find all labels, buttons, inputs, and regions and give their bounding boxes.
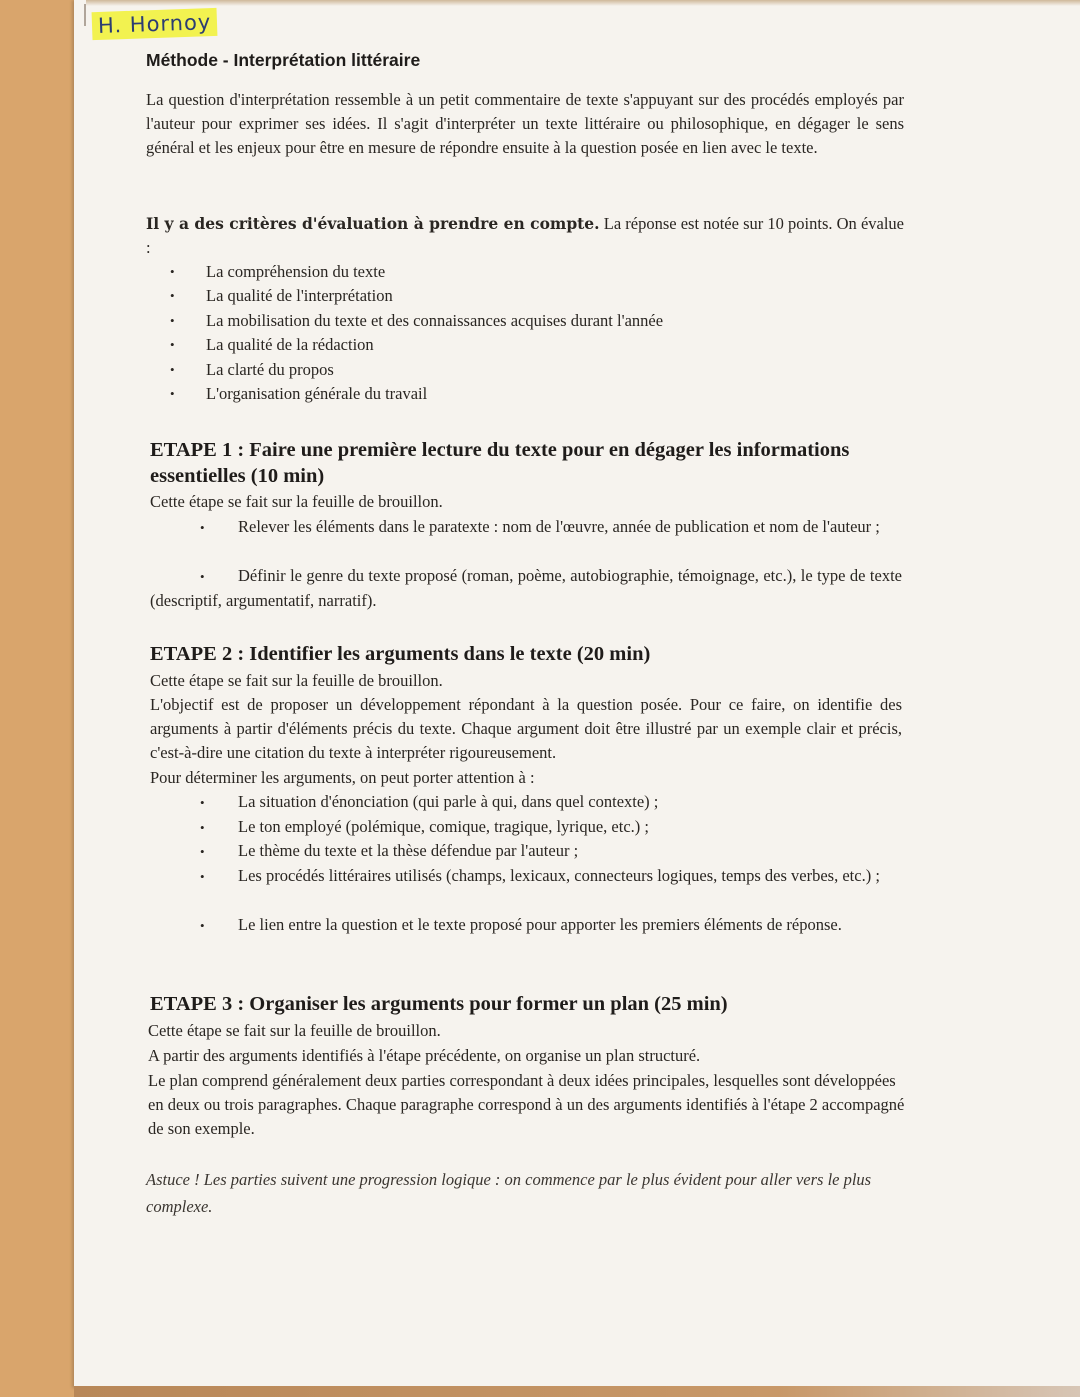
list-item-text: La qualité de la rédaction bbox=[206, 335, 374, 355]
bullet-icon: • bbox=[170, 361, 175, 377]
astuce-tip: Astuce ! Les parties suivent une progression logique : on commence par le plus évident pour aller vers le plus complexe. bbox=[146, 1170, 872, 1216]
list-item-text: La clarté du propos bbox=[206, 359, 334, 379]
list-item bbox=[146, 309, 846, 333]
table-surface bbox=[74, 1386, 1080, 1397]
list-item-text: Le lien entre la question et le texte proposé pour apporter les premiers éléments de réponse. bbox=[238, 915, 842, 934]
bullet-icon: • bbox=[200, 569, 205, 584]
bullet-icon: • bbox=[200, 520, 205, 535]
etape-2-item bbox=[150, 815, 902, 840]
list-item bbox=[146, 284, 846, 308]
page-title: Méthode - Interprétation littéraire bbox=[146, 50, 421, 70]
bullet-icon: • bbox=[170, 312, 175, 328]
etape-1-item bbox=[150, 515, 902, 540]
list-item-text: Le ton employé (polémique, comique, tragique, lyrique, etc.) ; bbox=[238, 817, 649, 836]
bullet-icon: • bbox=[200, 820, 205, 835]
etape-2-item bbox=[150, 790, 902, 815]
intro-paragraph: La question d'interprétation ressemble à un petit commentaire de texte s'appuyant sur des procédés employés par l'auteur pour exprimer ses idées. Il s'agit d'interpréter un texte littéraire ou philosophique, en dégager le sens général et les enjeux pour être en mesure de répondre ensuite à la question posée en lien avec le texte. bbox=[146, 90, 904, 157]
etape-3-heading: ETAPE 3 : Organiser les arguments pour former un plan (25 min) bbox=[150, 993, 728, 1015]
etape-3-line: Cette étape se fait sur la feuille de brouillon. bbox=[148, 1021, 441, 1040]
etape-3-line-2: A partir des arguments identifiés à l'étape précédente, on organise un plan structuré. bbox=[148, 1046, 701, 1065]
list-item bbox=[146, 358, 846, 382]
bullet-icon: • bbox=[200, 844, 205, 859]
criteria-list bbox=[146, 260, 846, 406]
list-item-text: La qualité de l'interprétation bbox=[206, 286, 393, 306]
handwritten-annotation: H. Hornoy bbox=[92, 8, 218, 40]
paper-top-edge bbox=[86, 0, 1080, 6]
list-item bbox=[146, 333, 846, 357]
bullet-icon: • bbox=[170, 386, 175, 402]
list-item-text: Définir le genre du texte proposé (roman, poème, autobiographie, témoignage, etc.), le type de texte (descriptif, argumentatif, narratif). bbox=[150, 566, 902, 610]
list-item-text: Les procédés littéraires utilisés (champs, lexicaux, connecteurs logiques, temps des verbes, etc.) ; bbox=[238, 866, 880, 885]
list-item bbox=[146, 382, 846, 406]
list-item-text: La compréhension du texte bbox=[206, 262, 386, 281]
list-item bbox=[146, 260, 846, 284]
bullet-icon: • bbox=[170, 337, 175, 353]
etape-1-line: Cette étape se fait sur la feuille de brouillon. bbox=[150, 492, 443, 511]
criteria-rest: La réponse est notée sur 10 points. On évalue : bbox=[146, 214, 905, 257]
etape-2-item bbox=[150, 913, 902, 938]
list-item-text: La mobilisation du texte et des connaissances acquises durant l'année bbox=[206, 310, 664, 330]
etape-2-item bbox=[150, 864, 902, 889]
etape-1-heading: ETAPE 1 : Faire une première lecture du texte pour en dégager les informations essentielles (10 min) bbox=[150, 439, 850, 487]
bullet-icon: • bbox=[200, 918, 205, 933]
criteria-bold-lead: Il y a des critères d'évaluation à prendre en compte. bbox=[146, 214, 600, 233]
bullet-icon: • bbox=[200, 869, 205, 884]
etape-2-heading: ETAPE 2 : Identifier les arguments dans le texte (20 min) bbox=[150, 643, 651, 665]
list-item-text: La situation d'énonciation (qui parle à qui, dans quel contexte) ; bbox=[238, 792, 659, 811]
etape-2-paragraph: L'objectif est de proposer un développement répondant à la question posée. Pour ce faire, on identifie des arguments à partir d'éléments précis du texte. Chaque argument doit être illustré par un exemple clair et précis, c'est-à-dire une citation du texte à interpréter rigoureusement. bbox=[150, 695, 902, 762]
list-item-text: Le thème du texte et la thèse défendue par l'auteur ; bbox=[238, 841, 579, 860]
bullet-icon: • bbox=[200, 795, 205, 810]
etape-3-paragraph: Le plan comprend généralement deux parties correspondant à deux idées principales, lesquelles sont développées en deux ou trois paragraphes. Chaque paragraphe correspond à un des arguments identifiés à l'étape 2 accompagné de son exemple. bbox=[148, 1071, 905, 1138]
etape-2-item bbox=[150, 839, 902, 864]
bullet-icon: • bbox=[170, 288, 175, 304]
margin-mark bbox=[84, 4, 86, 26]
etape-1-item bbox=[150, 564, 902, 613]
etape-2-lead: Pour déterminer les arguments, on peut porter attention à : bbox=[150, 768, 535, 787]
etape-2-line: Cette étape se fait sur la feuille de brouillon. bbox=[150, 671, 443, 690]
list-item-text: Relever les éléments dans le paratexte : nom de l'œuvre, année de publication et nom de l'auteur ; bbox=[238, 517, 880, 536]
list-item-text: L'organisation générale du travail bbox=[206, 384, 428, 404]
criteria-intro bbox=[146, 212, 904, 260]
bullet-icon: • bbox=[170, 264, 175, 279]
